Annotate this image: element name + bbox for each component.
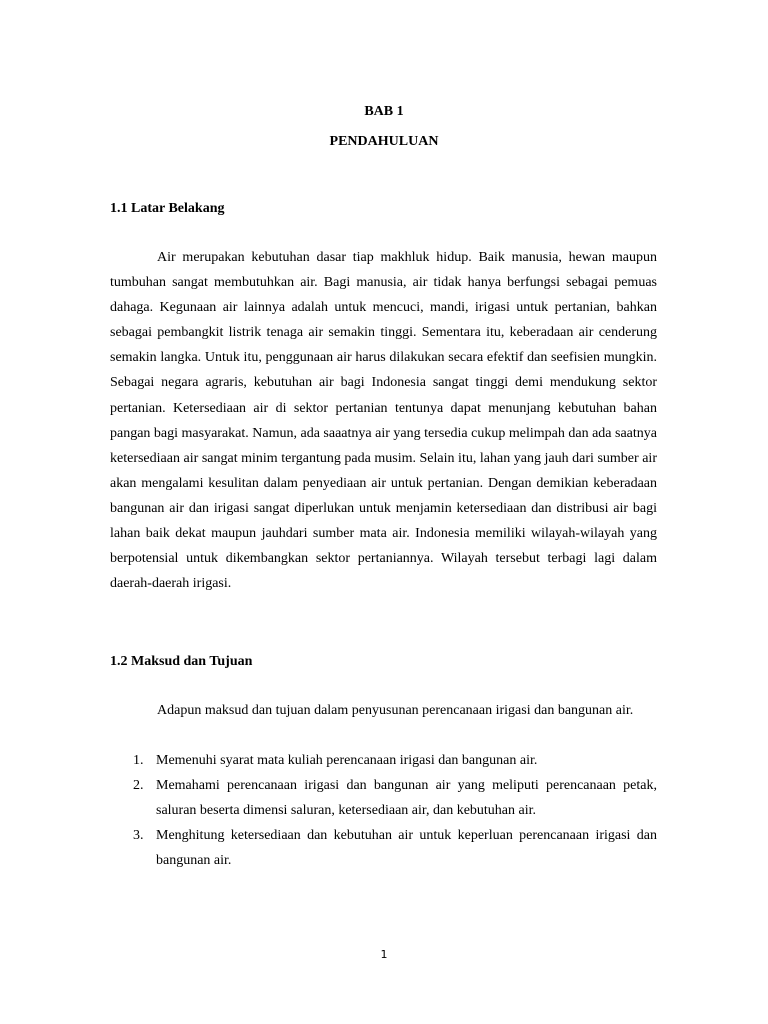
list-item-text: Memahami perencanaan irigasi dan bangunan air yang meliputi perencanaan petak, saluran beserta dimensi saluran, ketersediaan air, dan kebutuhan air. [156,778,657,819]
list-item-text: Menghitung ketersediaan dan kebutuhan air untuk keperluan perencanaan irigasi dan bangunan air. [156,828,657,869]
section-heading-latar-belakang: 1.1 Latar Belakang [110,201,225,216]
list-item-number: 3. [133,828,144,844]
list-item-number: 1. [133,753,144,768]
list-item [110,823,657,873]
list-item-number: 2. [133,778,144,794]
objectives-list [110,748,657,873]
chapter-title: PENDAHULUAN [329,134,439,149]
list-item-text: Memenuhi syarat mata kuliah perencanaan irigasi dan bangunan air. [156,753,538,768]
chapter-number: BAB 1 [364,104,404,119]
page-number: 1 [380,948,388,961]
latar-belakang-paragraph: Air merupakan kebutuhan dasar tiap makhluk hidup. Baik manusia, hewan maupun tumbuhan sangat membutuhkan air. Bagi manusia, air tidak hanya berfungsi sebagai pemuas dahaga. Kegunaan air lainnya adalah untuk mencuci, mandi, irigasi untuk pertanian, bahkan sebagai pembangkit listrik tenaga air semakin tinggi. Sementara itu, keberadaan air cenderung semakin langka. Untuk itu, penggunaan air harus dilakukan secara efektif dan seefisien mungkin. Sebagai negara agraris, kebutuhan air bagi Indonesia sangat tinggi demi mendukung sektor pertanian. Ketersediaan air di sektor pertanian tentunya dapat menunjang kebutuhan bahan pangan bagi masyarakat. Namun, ada saaatnya air yang tersedia cukup melimpah dan ada saatnya ketersediaan air sangat minim tergantung pada musim. Selain itu, lahan yang jauh dari sumber air akan mengalami kesulitan dalam penyediaan air untuk pertanian. Dengan demikian keberadaan bangunan air dan irigasi sangat diperlukan untuk menjamin ketersediaan dan distribusi air bagi lahan baik dekat maupun jauhdari sumber mata air. Indonesia memiliki wilayah-wilayah yang berpotensial untuk dikembangkan sektor pertaniannya. Wilayah tersebut terbagi lagi dalam daerah-daerah irigasi. [110,250,657,592]
list-item [110,748,657,773]
maksud-tujuan-paragraph: Adapun maksud dan tujuan dalam penyusunan perencanaan irigasi dan bangunan air. [157,703,634,718]
list-item [110,773,657,823]
section-heading-maksud-tujuan: 1.2 Maksud dan Tujuan [110,654,253,669]
